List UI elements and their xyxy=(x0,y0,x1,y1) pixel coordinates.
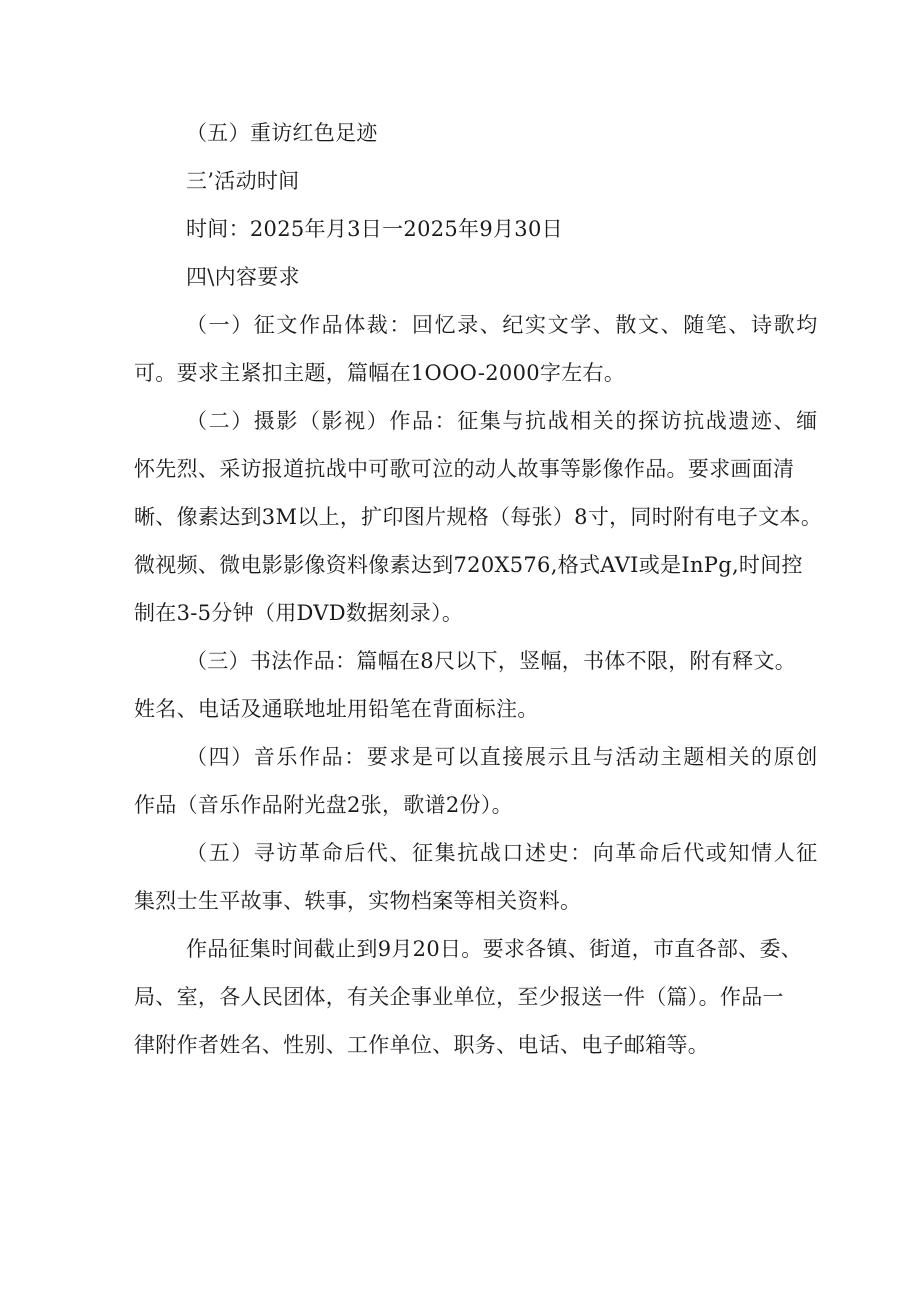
paragraph-calligraphy-line-1: （三）书法作品：篇幅在8尺以下，竖幅，书体不限，附有释文。 xyxy=(186,649,797,673)
paragraph-music-line-1: （四）音乐作品：要求是可以直接展示且与活动主题相关的原创 xyxy=(186,745,819,769)
paragraph-essay-line-2: 可。要求主紧扣主题，篇幅在1OOO-2000字左右。 xyxy=(134,361,626,385)
heading-content-requirements: 四\内容要求 xyxy=(186,265,300,289)
activity-time-range: 时间：2025年月3日一2025年9月30日 xyxy=(186,217,563,241)
heading-activity-time: 三’活动时间 xyxy=(186,169,300,193)
paragraph-calligraphy-line-2: 姓名、电话及通联地址用铅笔在背面标注。 xyxy=(134,697,539,721)
paragraph-essay-line-1: （一）征文作品体裁：回忆录、纪实文学、散文、随笔、诗歌均 xyxy=(186,313,819,337)
paragraph-photo-line-4: 微视频、微电影影像资料像素达到720X576,格式AVI或是InPg,时间控 xyxy=(134,553,803,577)
paragraph-photo-line-3: 晰、像素达到3M以上，扩印图片规格（每张）8寸，同时附有电子文本。 xyxy=(134,505,823,529)
paragraph-music-line-2: 作品（音乐作品附光盘2张，歌谱2份）。 xyxy=(134,793,513,817)
paragraph-oral-history-line-1: （五）寻访革命后代、征集抗战口述史：向革命后代或知情人征 xyxy=(186,841,819,865)
paragraph-photo-line-2: 怀先烈、采访报道抗战中可歌可泣的动人故事等影像作品。要求画面清 xyxy=(134,457,795,481)
subheading-revisit-red-footprints: （五）重访红色足迹 xyxy=(186,121,378,145)
paragraph-deadline-line-2: 局、室，各人民团体，有关企事业单位，至少报送一件（篇）。作品一 xyxy=(134,985,784,1009)
paragraph-deadline-line-3: 律附作者姓名、性别、工作单位、职务、电话、电子邮箱等。 xyxy=(134,1033,710,1057)
paragraph-photo-line-5: 制在3-5分钟（用DVD数据刻录）。 xyxy=(134,601,464,625)
paragraph-deadline-line-1: 作品征集时间截止到9月20日。要求各镇、街道，市直各部、委、 xyxy=(186,937,803,961)
paragraph-photo-line-1: （二）摄影（影视）作品：征集与抗战相关的探访抗战遗迹、缅 xyxy=(186,409,819,433)
paragraph-oral-history-line-2: 集烈士生平故事、轶事，实物档案等相关资料。 xyxy=(134,889,582,913)
